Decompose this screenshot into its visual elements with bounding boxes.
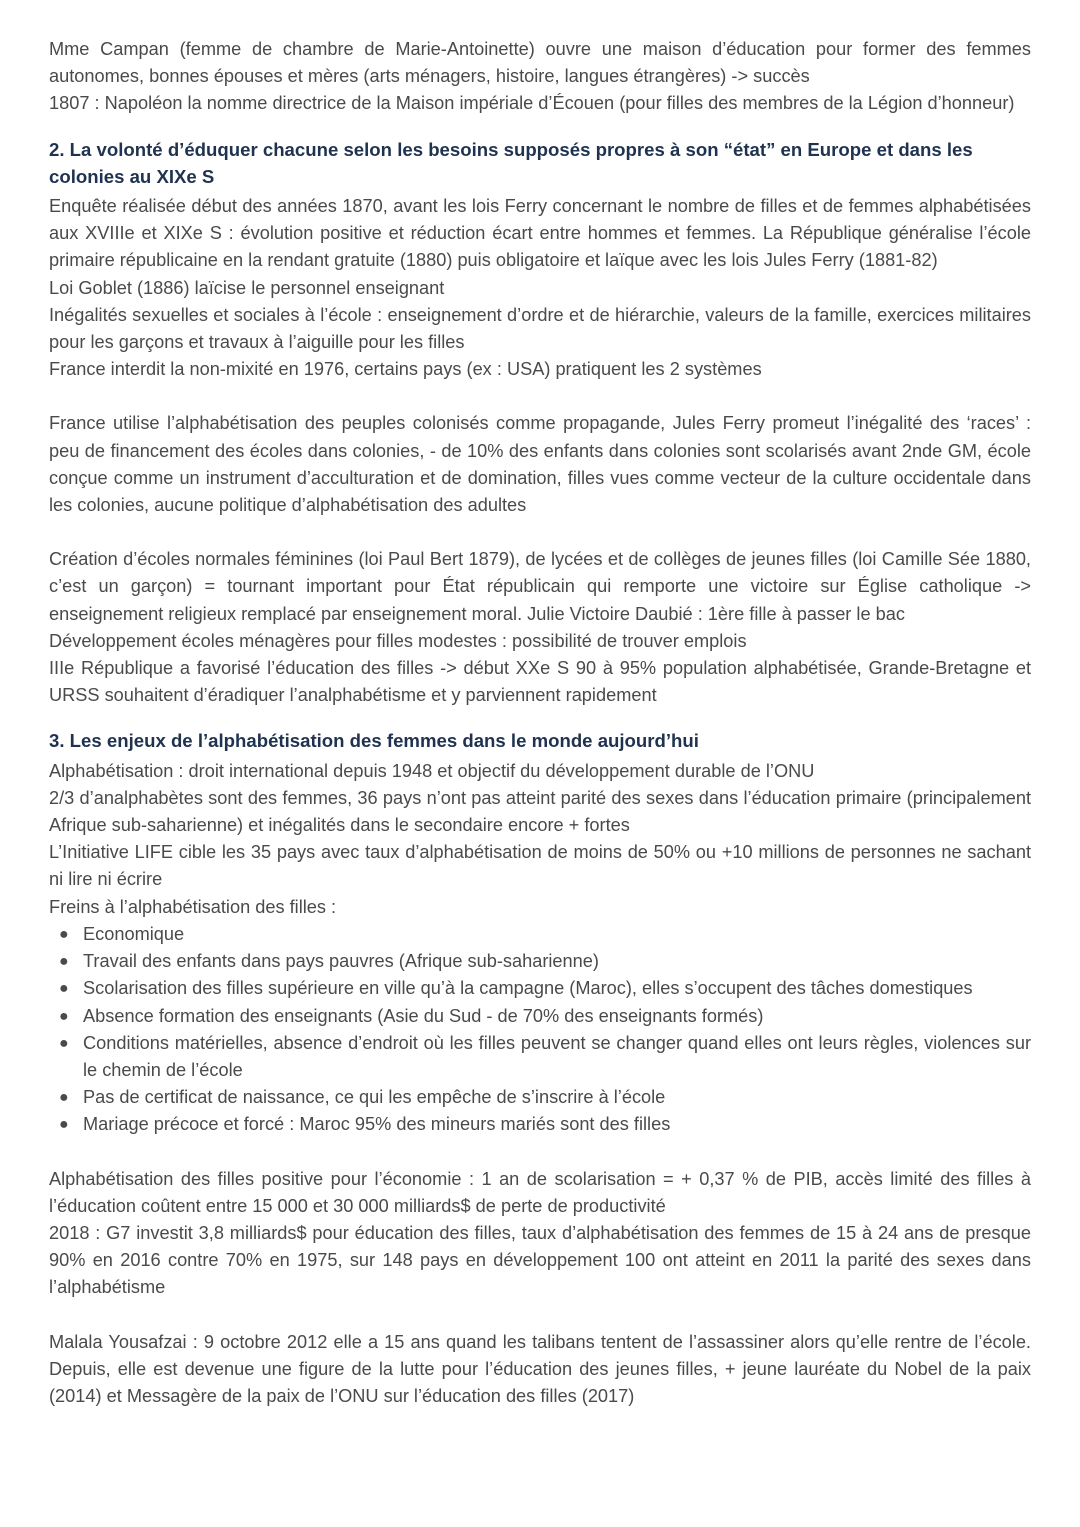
spacer xyxy=(49,519,1031,546)
list-item xyxy=(49,1111,1031,1138)
list-item-text: Conditions matérielles, absence d’endroit où les filles peuvent se changer quand elles ont leurs règles, violences sur le chemin de l’école xyxy=(83,1032,1031,1080)
bullet-icon: ● xyxy=(59,1116,69,1134)
bullet-icon: ● xyxy=(59,1034,69,1052)
list-item xyxy=(49,948,1031,975)
section-3-paragraph-6: 2018 : G7 investit 3,8 milliards$ pour éducation des filles, taux d’alphabétisation des femmes de 15 à 24 ans de presque 90% en 2016 contre 70% en 1975, sur 148 pays en développement 100 ont atteint en 2011 la parité des sexes dans l’alphabétisme xyxy=(49,1222,1031,1298)
section-2-paragraph-8: IIIe République a favorisé l’éducation des filles -> début XXe S 90 à 95% population alphabétisée, Grande-Bretagne et URSS souhaitent d’éradiquer l’analphabétisme et y parviennent rapidement xyxy=(49,658,1031,706)
section-2-paragraph-3: Inégalités sexuelles et sociales à l’école : enseignement d’ordre et de hiérarchie, valeurs de la famille, exercices militaires pour les garçons et travaux à l’aiguille pour les filles xyxy=(49,304,1031,353)
spacer xyxy=(49,709,1031,727)
list-item-text: Scolarisation des filles supérieure en ville qu’à la campagne (Maroc), elles s’occupent des tâches domestiques xyxy=(83,978,973,999)
list-item xyxy=(49,1084,1031,1111)
section-3-paragraph-1: Alphabétisation : droit international depuis 1948 et objectif du développement durable de l’ONU xyxy=(49,760,815,781)
section-2-paragraph-7: Développement écoles ménagères pour filles modestes : possibilité de trouver emplois xyxy=(49,630,747,651)
section-2-heading: 2. La volonté d’éduquer chacune selon les besoins supposés propres à son “état” en Europe et dans les colonies au XIXe S xyxy=(49,138,973,187)
section-3-paragraph-5: Alphabétisation des filles positive pour l’économie : 1 an de scolarisation = + 0,37 % de PIB, accès limité des filles à l’éducation coûtent entre 15 000 et 30 000 milliards$ de perte de productivité xyxy=(49,1168,1031,1216)
section-3-paragraph-2: 2/3 d’analphabètes sont des femmes, 36 pays n’ont pas atteint parité des sexes dans l’éducation primaire (principalement Afrique sub-saharienne) et inégalités dans le secondaire encore + fortes xyxy=(49,787,1031,836)
list-item-text: Absence formation des enseignants (Asie du Sud - de 70% des enseignants formés) xyxy=(83,1005,764,1026)
section-2-paragraph-5: France utilise l’alphabétisation des peuples colonisés comme propagande, Jules Ferry promeut l’inégalité des ‘races’ : peu de financement des écoles dans colonies, - de 10% des enfants dans colonies sont scolarisés avant 2nde GM, école conçue comme un instrument d’acculturation et de domination, filles vues comme vecteur de la culture occidentale dans les colonies, aucune politique d’alphabétisation des adultes xyxy=(49,413,1031,516)
intro-paragraph-1: Mme Campan (femme de chambre de Marie-Antoinette) ouvre une maison d’éducation pour former des femmes autonomes, bonnes épouses et mères (arts ménagers, histoire, langues étrangères) -> succès xyxy=(49,39,1031,87)
section-3-paragraph-7: Malala Yousafzai : 9 octobre 2012 elle a 15 ans quand les talibans tentent de l’assassiner alors qu’elle rentre de l’école. Depuis, elle est devenue une figure de la lutte pour l’éducation des jeunes filles, + jeune lauréate du Nobel de la paix (2014) et Messagère de la paix de l’ONU sur l’éducation des filles (2017) xyxy=(49,1331,1031,1406)
list-item xyxy=(49,1030,1031,1084)
bullet-icon: ● xyxy=(59,925,69,943)
list-item-text: Mariage précoce et forcé : Maroc 95% des mineurs mariés sont des filles xyxy=(83,1114,671,1135)
section-2-paragraph-4: France interdit la non-mixité en 1976, certains pays (ex : USA) pratiquent les 2 systèmes xyxy=(49,359,762,380)
list-item-text: Travail des enfants dans pays pauvres (Afrique sub-saharienne) xyxy=(83,951,599,972)
list-item xyxy=(49,1003,1031,1030)
spacer xyxy=(49,383,1031,410)
list-item-text: Economique xyxy=(83,923,185,944)
list-item xyxy=(49,921,1031,948)
section-2-paragraph-1: Enquête réalisée début des années 1870, avant les lois Ferry concernant le nombre de filles et de femmes alphabétisées aux XVIIIe et XIXe S : évolution positive et réduction écart entre hommes et femmes. La République généralise l’école primaire républicaine en la rendant gratuite (1880) puis obligatoire et laïque avec les lois Jules Ferry (1881-82) xyxy=(49,196,1031,271)
section-3-paragraph-4: Freins à l’alphabétisation des filles : xyxy=(49,896,337,917)
section-2-paragraph-2: Loi Goblet (1886) laïcise le personnel enseignant xyxy=(49,277,445,298)
section-3-paragraph-3: L’Initiative LIFE cible les 35 pays avec taux d’alphabétisation de moins de 50% ou +10 millions de personnes ne sachant ni lire ni écrire xyxy=(49,842,1031,890)
bullet-icon: ● xyxy=(59,1089,69,1107)
intro-paragraph-2: 1807 : Napoléon la nomme directrice de la Maison impériale d’Écouen (pour filles des membres de la Légion d’honneur) xyxy=(49,93,1015,114)
spacer xyxy=(49,1302,1031,1329)
bullet-icon: ● xyxy=(59,980,69,998)
obstacles-list xyxy=(49,921,1031,1139)
section-3-heading: 3. Les enjeux de l’alphabétisation des femmes dans le monde aujourd’hui xyxy=(49,730,699,752)
spacer xyxy=(49,118,1031,136)
list-item xyxy=(49,975,1031,1002)
list-item-text: Pas de certificat de naissance, ce qui les empêche de s’inscrire à l’école xyxy=(83,1087,666,1108)
spacer xyxy=(49,1139,1031,1166)
bullet-icon: ● xyxy=(59,953,69,971)
section-2-paragraph-6: Création d’écoles normales féminines (loi Paul Bert 1879), de lycées et de collèges de jeunes filles (loi Camille Sée 1880, c’est un garçon) = tournant important pour État républicain qui remporte une victoire sur Église catholique -> enseignement religieux remplacé par enseignement moral. Julie Victoire Daubié : 1ère fille à passer le bac xyxy=(49,549,1031,624)
bullet-icon: ● xyxy=(59,1007,69,1025)
document-page xyxy=(49,36,1031,1410)
